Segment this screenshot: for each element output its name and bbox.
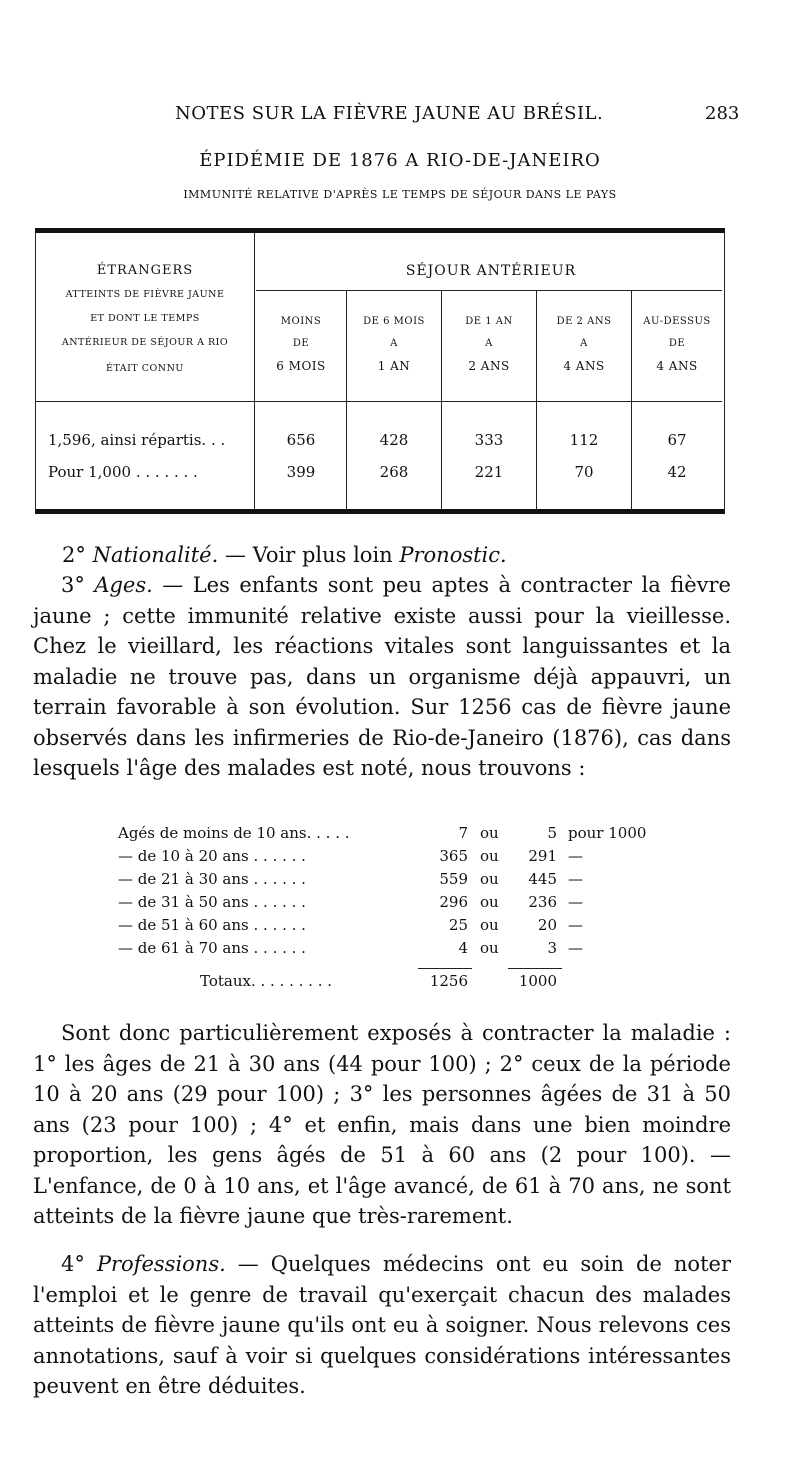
subheader-line: 4 ANS [563,359,605,373]
age-per-thousand: 445 [528,870,557,888]
age-row [118,868,678,891]
subheader-line: DE 6 MOIS [363,316,425,327]
first-column-line: ATTEINTS DE FIÈVRE JAUNE [65,289,225,300]
section-title: Ages. [94,573,153,597]
age-table [118,822,678,993]
age-label: — de 10 à 20 ans . . . . . . [118,847,306,865]
header-divider [36,401,722,402]
total-count: 1256 [429,972,468,990]
age-row [118,891,678,914]
paragraph-text: — Voir plus loin [218,543,400,567]
age-per-thousand: 5 [547,824,557,842]
section-number: 3° [61,573,85,597]
paragraph-text: — Quelques médecins ont eu soin de noter l'emploi et le genre de travail qu'exerçait chacun des malades atteints de fièvre jaune qu'ils ont eu à soigner. Nous relevons ces annotations, sauf à voir si quelques considérations intéressantes peuvent en être déduites. [33,1252,731,1398]
age-ou: ou [480,916,499,934]
row-label: 1,596, ainsi répartis. . . [48,431,226,449]
running-head: NOTES SUR LA FIÈVRE JAUNE AU BRÉSIL. [175,103,604,124]
total-rule [508,968,562,969]
subheader-col-1 [256,311,346,377]
total-label: Totaux. . . . . . . . . [200,972,333,990]
age-unit: — [568,893,583,911]
paragraph-nationalite [62,540,727,571]
age-label: — de 21 à 30 ans . . . . . . [118,870,306,888]
subheader-line: MOINS [280,316,322,327]
table-title: ÉPIDÉMIE DE 1876 A RIO-DE-JANEIRO [199,150,601,171]
age-count: 559 [439,870,468,888]
paragraph-conclusion: Sont donc particulièrement exposés à contracter la maladie : 1° les âges de 21 à 30 ans (44 pour 100) ; 2° ceux de la période 10 à 20 ans (29 pour 100) ; 3° les personnes âgées de 31 à 50 ans (23 pour 100) ; 4° et enfin, mais dans une bien moindre proportion, les gens âgés de 51 à 60 ans (2 pour 100). — L'enfance, de 0 à 10 ans, et l'âge avancé, de 61 à 70 ans, ne sont atteints de la fièvre jaune que très-rarement. [33,1021,731,1228]
subheader-line: DE [668,338,686,349]
total-row [118,970,678,993]
column-divider [254,233,255,509]
subheader-col-3 [442,311,536,377]
age-row [118,845,678,868]
subheader-col-2 [347,311,441,377]
table-cell: 656 [286,431,316,449]
table-cell: 42 [667,463,687,481]
paragraph-professions [33,1249,731,1402]
subheader-line: 6 MOIS [276,359,326,373]
age-label: — de 31 à 50 ans . . . . . . [118,893,306,911]
age-label: — de 51 à 60 ans . . . . . . [118,916,306,934]
age-unit: — [568,916,583,934]
table-cell: 221 [474,463,504,481]
age-label: Agés de moins de 10 ans. . . . . [118,824,350,842]
section-title: Professions. [96,1252,226,1276]
age-per-thousand: 3 [547,939,557,957]
group-header: SÉJOUR ANTÉRIEUR [405,263,577,279]
subheader-line: 2 ANS [468,359,510,373]
age-unit: pour 1000 [568,824,647,842]
subheader-line: DE 2 ANS [556,316,612,327]
age-ou: ou [480,870,499,888]
table-subtitle: IMMUNITÉ RELATIVE D'APRÈS LE TEMPS DE SÉJOUR DANS LE PAYS [183,188,617,201]
subheader-line: DE 1 AN [465,316,513,327]
subheader-col-5 [632,311,722,377]
immunity-table [35,228,725,514]
subheader-line: A [390,338,398,349]
table-cell: 70 [574,463,594,481]
age-per-thousand: 236 [528,893,557,911]
section-number: 2° [62,543,86,567]
paragraph-text: — Les enfants sont peu aptes à contracter la fièvre jaune ; cette immunité relative existe aussi pour la vieillesse. Chez le vieillard, les réactions vitales sont languissantes et la maladie ne trouve pas, dans un organisme déjà appauvri, un terrain favorable à son évolution. Sur 1256 cas de fièvre jaune observés dans les infirmeries de Rio-de-Janeiro (1876), cas dans lesquels l'âge des malades est noté, nous trouvons : [33,573,731,780]
subheader-line: DE [292,338,310,349]
age-ou: ou [480,893,499,911]
age-unit: — [568,870,583,888]
cross-reference: Pronostic. [399,543,507,567]
age-row [118,914,678,937]
first-column-line: ÉTAIT CONNU [106,363,184,374]
subheader-line: A [580,338,588,349]
total-rule [418,968,472,969]
table-cell: 112 [569,431,599,449]
first-column-line: ET DONT LE TEMPS [90,313,200,324]
age-ou: ou [480,939,499,957]
table-cell: 67 [667,431,687,449]
table-cell: 428 [379,431,409,449]
age-ou: ou [480,847,499,865]
section-title: Nationalité. [92,543,219,567]
subheader-line: AU-DESSUS [643,316,711,327]
subheader-line: A [485,338,493,349]
subheader-line: 1 AN [377,359,411,373]
subheader-col-4 [537,311,631,377]
age-per-thousand: 291 [528,847,557,865]
age-count: 7 [458,824,468,842]
first-column-line: ANTÉRIEUR DE SÉJOUR A RIO [61,337,229,348]
page-number: 283 [705,103,740,124]
total-per-thousand: 1000 [518,972,557,990]
table-cell: 268 [379,463,409,481]
age-unit: — [568,847,583,865]
row-label: Pour 1,000 . . . . . . . [48,463,198,481]
paragraph-ages [33,570,731,784]
table-cell: 399 [286,463,316,481]
age-ou: ou [480,824,499,842]
age-count: 25 [448,916,468,934]
age-row [118,822,678,845]
age-label: — de 61 à 70 ans . . . . . . [118,939,306,957]
section-number: 4° [61,1252,85,1276]
first-column-title: ÉTRANGERS [96,263,194,278]
age-unit: — [568,939,583,957]
age-row [118,937,678,960]
age-count: 365 [439,847,468,865]
subheader-line: 4 ANS [656,359,698,373]
table-cell: 333 [474,431,504,449]
age-per-thousand: 20 [537,916,557,934]
age-count: 4 [458,939,468,957]
group-divider [256,290,722,291]
age-count: 296 [439,893,468,911]
